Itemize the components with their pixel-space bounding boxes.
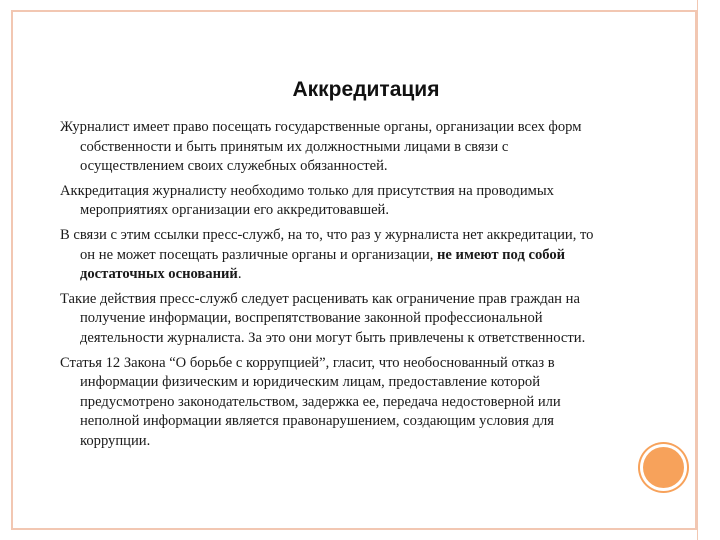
paragraph-2: Аккредитация журналисту необходимо только для присутствия на проводимых мероприятиях организации его аккредитовавшей.: [60, 182, 554, 219]
paragraph-5: Статья 12 Закона “О борьбе с коррупцией”, гласит, что необоснованный отказ в информации физическим и юридическим лицам, предоставление которой предусмотрено законодательством, задержка ее, передача недостоверной или неполной информации является правонарушением, создающим условия для коррупции.: [60, 354, 561, 449]
slide-title: Аккредитация: [292, 78, 440, 101]
slide-body: [60, 118, 605, 457]
bold-phrase: не имеют под собой достаточных оснований: [80, 246, 566, 283]
paragraph-4: Такие действия пресс-служб следует расценивать как ограничение прав граждан на получение информации, воспрепятствование законной профессиональной деятельности журналиста. За это они могут быть привлечены к ответственности.: [60, 290, 586, 346]
paragraph-3: В связи с этим ссылки пресс-служб, на то, что раз у журналиста нет аккредитации, то он не может посещать различные органы и организации, не имеют под собой достаточных оснований.: [60, 226, 594, 283]
decorative-circle: [643, 447, 684, 488]
paragraph-1: Журналист имеет право посещать государственные органы, организации всех форм собственности и быть принятым их должностными лицами в связи с осуществлением своих служебных обязанностей.: [60, 119, 582, 175]
